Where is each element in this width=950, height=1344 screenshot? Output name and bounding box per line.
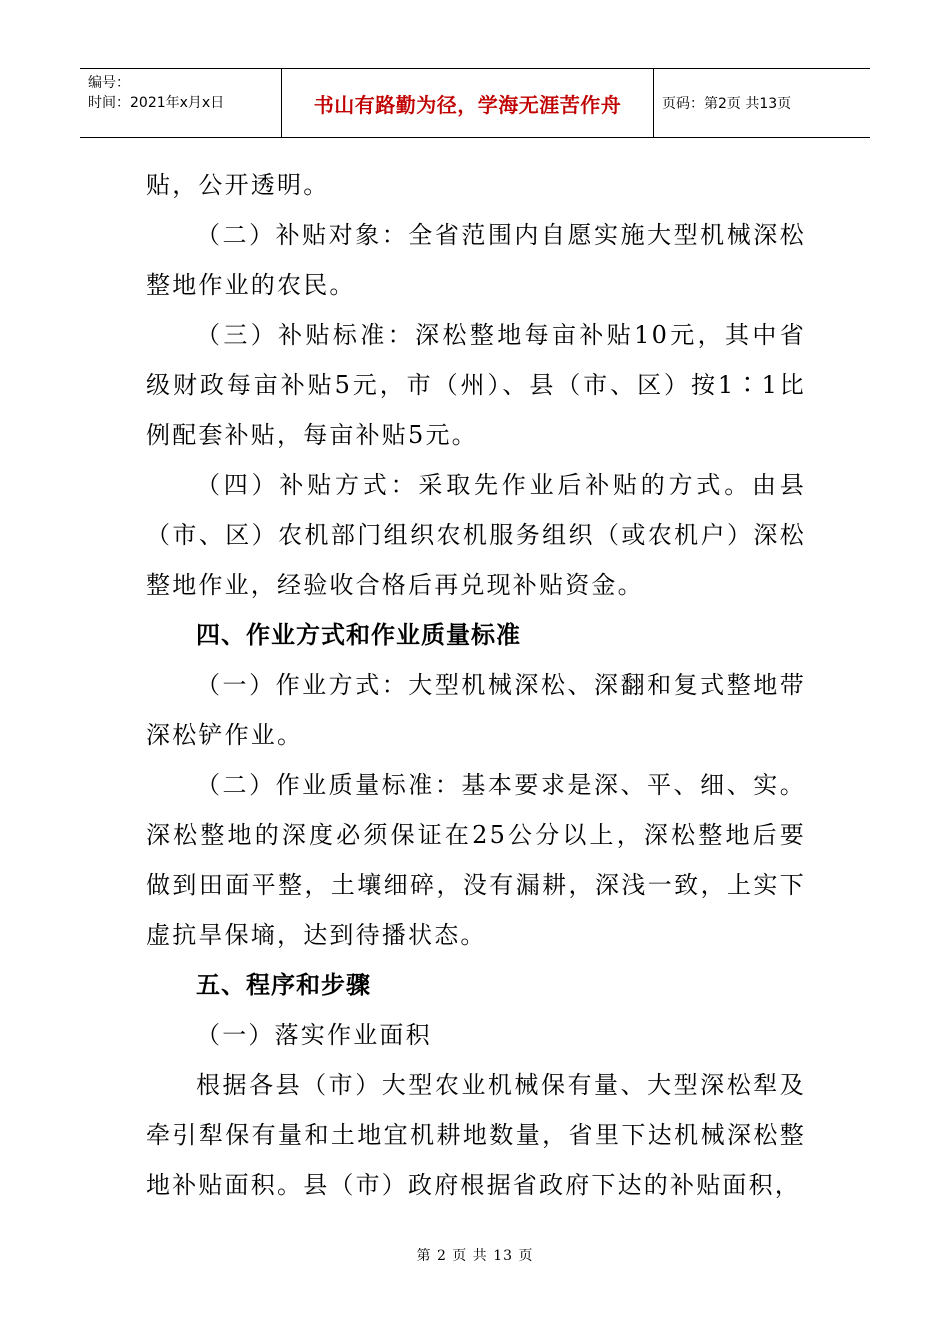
paragraph: （四）补贴方式：采取先作业后补贴的方式。由县（市、区）农机部门组织农机服务组织（或农机户）深松整地作业，经验收合格后再兑现补贴资金。: [146, 471, 806, 599]
page-footer: 第 2 页 共 13 页: [416, 1248, 534, 1264]
header-page-code: 页码：第2页 共13页: [662, 96, 792, 112]
paragraph: 贴，公开透明。: [146, 171, 330, 199]
subsection-heading: （一）落实作业面积: [196, 1021, 432, 1049]
page-header: [80, 68, 870, 138]
section-heading: 五、程序和步骤: [196, 971, 371, 999]
paragraph: （一）作业方式：大型机械深松、深翻和复式整地带深松铲作业。: [146, 671, 806, 749]
document-time-label: 时间：2021年x月x日: [88, 95, 225, 111]
paragraph: 根据各县（市）大型农业机械保有量、大型深松犁及牵引犁保有量和土地宜机耕地数量，省里下达机械深松整地补贴面积。县（市）政府根据省政府下达的补贴面积，: [146, 1071, 806, 1199]
section-heading: 四、作业方式和作业质量标准: [196, 621, 521, 649]
paragraph: （二）作业质量标准：基本要求是深、平、细、实。深松整地的深度必须保证在25公分以上，深松整地后要做到田面平整，土壤细碎，没有漏耕，深浅一致，上实下虚抗旱保墒，达到待播状态。: [146, 771, 806, 949]
document-body: [146, 160, 806, 1210]
header-meta: [80, 69, 282, 137]
header-motto: 书山有路勤为径，学海无涯苦作舟: [282, 69, 654, 137]
paragraph: （二）补贴对象：全省范围内自愿实施大型机械深松整地作业的农民。: [146, 221, 806, 299]
paragraph: （三）补贴标准：深松整地每亩补贴10元，其中省级财政每亩补贴5元，市（州）、县（市、区）按1∶1比例配套补贴，每亩补贴5元。: [146, 321, 806, 449]
document-number-label: 编号：: [88, 75, 130, 91]
